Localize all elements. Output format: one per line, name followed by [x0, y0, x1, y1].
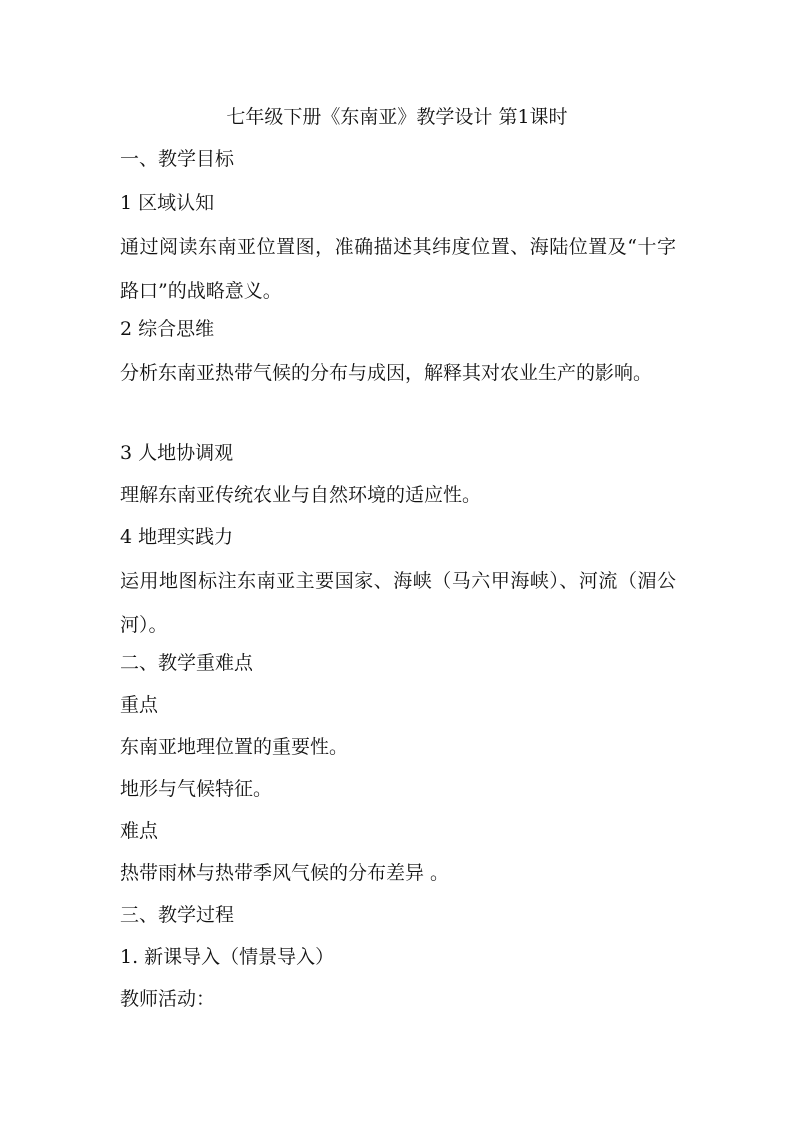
- document-title: 七年级下册《东南亚》教学设计 第1课时: [226, 106, 568, 128]
- difficult-point-1: 热带雨林与热带季风气候的分布差异 。: [120, 862, 450, 884]
- key-point-2: 地形与气候特征。: [120, 778, 273, 800]
- difficult-points-label: 难点: [120, 820, 159, 842]
- section-heading-key-points: 二、教学重难点: [120, 652, 254, 674]
- key-points-label: 重点: [120, 694, 159, 716]
- objective-4-label: 4 地理实践力: [120, 526, 234, 548]
- section-heading-process: 三、教学过程: [120, 904, 235, 926]
- key-point-1: 东南亚地理位置的重要性。: [120, 736, 349, 758]
- objective-4-text: 运用地图标注东南亚主要国家、海峡（马六甲海峡）、河流（湄公河）。: [120, 570, 676, 636]
- objective-1-text: 通过阅读东南亚位置图，准确描述其纬度位置、海陆位置及“十字路口”的战略意义。: [120, 236, 676, 302]
- objective-1-label: 1 区域认知: [120, 192, 215, 214]
- process-step-1-label: 1. 新课导入（情景导入）: [120, 946, 335, 968]
- objective-2-text: 分析东南亚热带气候的分布与成因，解释其对农业生产的影响。: [120, 362, 653, 384]
- objective-3-label: 3 人地协调观: [120, 442, 234, 464]
- objective-2-label: 2 综合思维: [120, 318, 215, 340]
- teacher-activity-label: 教师活动：: [120, 988, 216, 1010]
- objective-3-text: 理解东南亚传统农业与自然环境的适应性。: [120, 484, 482, 506]
- section-heading-objectives: 一、教学目标: [120, 148, 235, 170]
